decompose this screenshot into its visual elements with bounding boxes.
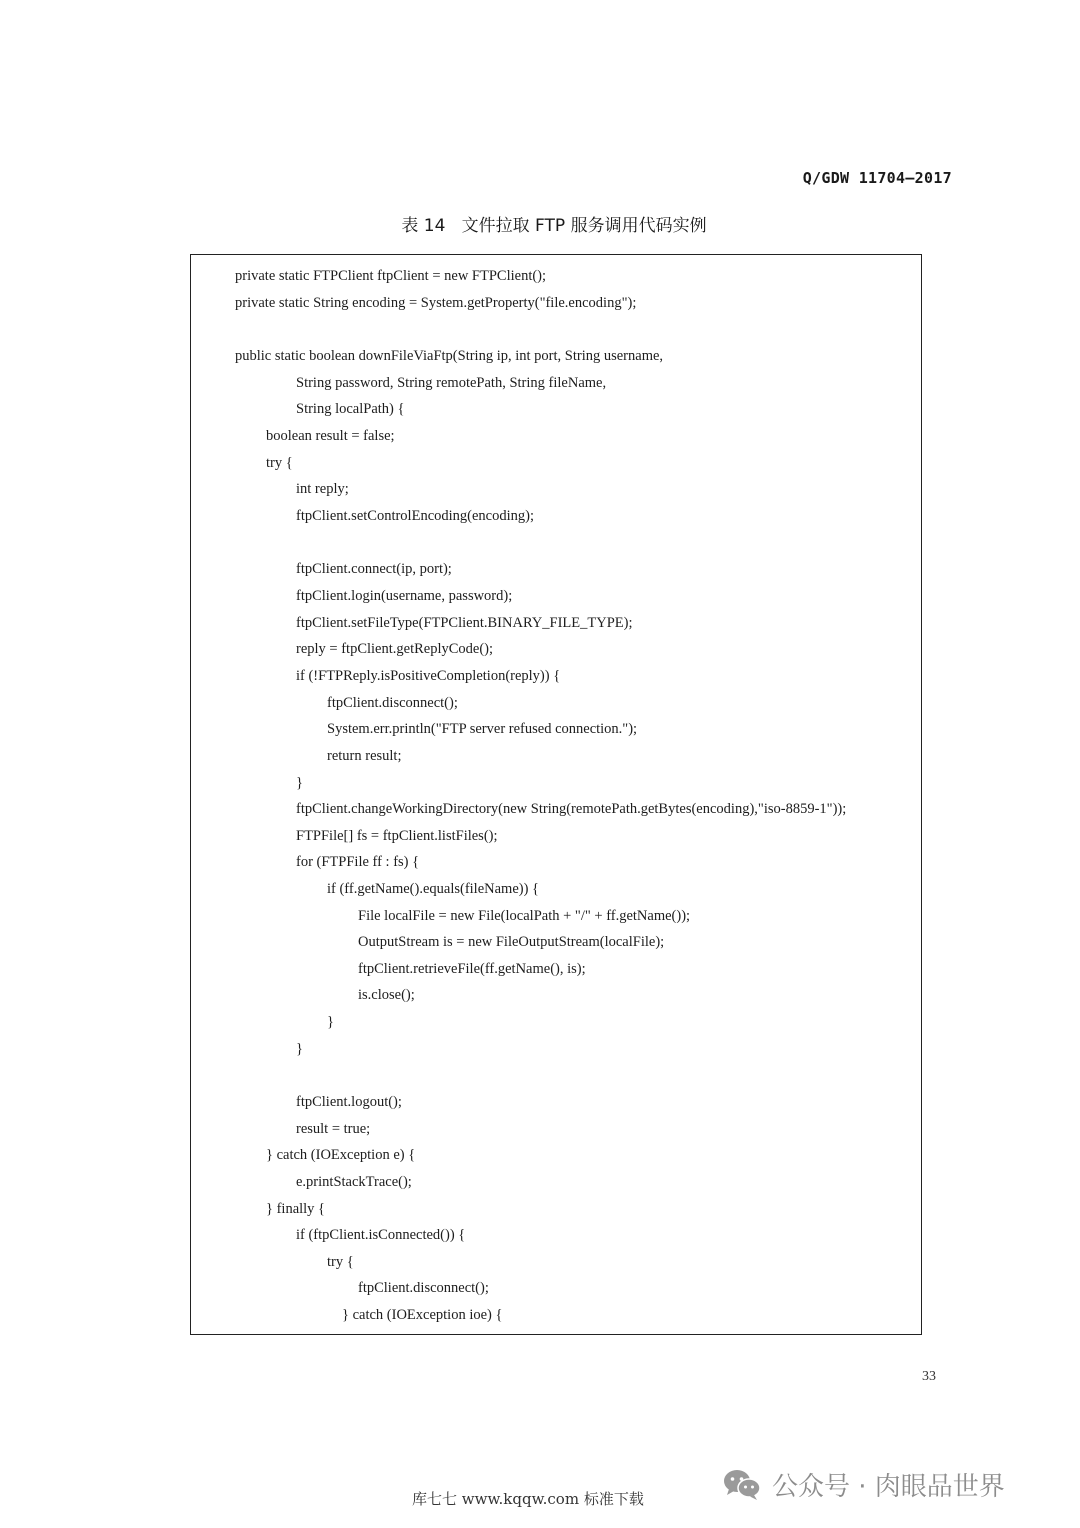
code-line: private static FTPClient ftpClient = new FTPClient();: [235, 268, 547, 284]
table-title: 表 14 文件拉取 FTP 服务调用代码实例: [401, 216, 707, 236]
watermark-text: 公众号 · 肉眼品世界: [772, 1471, 1005, 1502]
code-line: if (ff.getName().equals(fileName)) {: [327, 881, 540, 897]
code-line: }: [327, 1014, 334, 1030]
code-box: [190, 254, 922, 1335]
code-line: result = true;: [296, 1121, 371, 1137]
code-line: return result;: [327, 748, 402, 764]
code-line: public static boolean downFileViaFtp(String ip, int port, String username,: [235, 348, 664, 364]
code-line: String password, String remotePath, String fileName,: [296, 375, 607, 391]
code-line: is.close();: [358, 987, 415, 1003]
code-line: int reply;: [296, 481, 349, 497]
code-line: if (ftpClient.isConnected()) {: [296, 1227, 466, 1243]
code-line: }: [296, 1041, 303, 1057]
code-line: for (FTPFile ff : fs) {: [296, 854, 420, 870]
code-line: ftpClient.disconnect();: [327, 695, 458, 711]
code-line: ftpClient.logout();: [296, 1094, 402, 1110]
code-line: ftpClient.disconnect();: [358, 1280, 489, 1296]
footer-site-text: 库七七 www.kqqw.com 标准下载: [412, 1490, 644, 1508]
code-line: reply = ftpClient.getReplyCode();: [296, 641, 494, 657]
code-line: ftpClient.login(username, password);: [296, 588, 513, 604]
code-line: ftpClient.setFileType(FTPClient.BINARY_FILE_TYPE);: [296, 615, 633, 631]
code-line: }: [296, 775, 303, 791]
code-line: ftpClient.retrieveFile(ff.getName(), is);: [358, 961, 586, 977]
page-number: 33: [922, 1369, 936, 1384]
standard-number: Q/GDW 11704—2017: [802, 169, 952, 187]
code-line: ftpClient.changeWorkingDirectory(new String(remotePath.getBytes(encoding),"iso-8859-1"));: [296, 801, 847, 817]
code-line: File localFile = new File(localPath + "/" + ff.getName());: [358, 908, 691, 924]
code-line: } finally {: [266, 1201, 326, 1217]
code-line: try {: [266, 455, 293, 471]
code-line: OutputStream is = new FileOutputStream(localFile);: [358, 934, 665, 950]
wechat-icon: [722, 1467, 762, 1501]
code-line: try {: [327, 1254, 354, 1270]
code-line: FTPFile[] fs = ftpClient.listFiles();: [296, 828, 498, 844]
code-line: } catch (IOException e) {: [266, 1147, 416, 1163]
code-line: if (!FTPReply.isPositiveCompletion(reply)) {: [296, 668, 561, 684]
code-line: ftpClient.connect(ip, port);: [296, 561, 452, 577]
watermark: [722, 1464, 1005, 1504]
code-line: } catch (IOException ioe) {: [342, 1307, 503, 1323]
code-line: private static String encoding = System.getProperty("file.encoding");: [235, 295, 637, 311]
code-line: System.err.println("FTP server refused connection.");: [327, 721, 638, 737]
code-line: String localPath) {: [296, 401, 405, 417]
code-line: e.printStackTrace();: [296, 1174, 412, 1190]
code-line: boolean result = false;: [266, 428, 395, 444]
code-line: ftpClient.setControlEncoding(encoding);: [296, 508, 534, 524]
